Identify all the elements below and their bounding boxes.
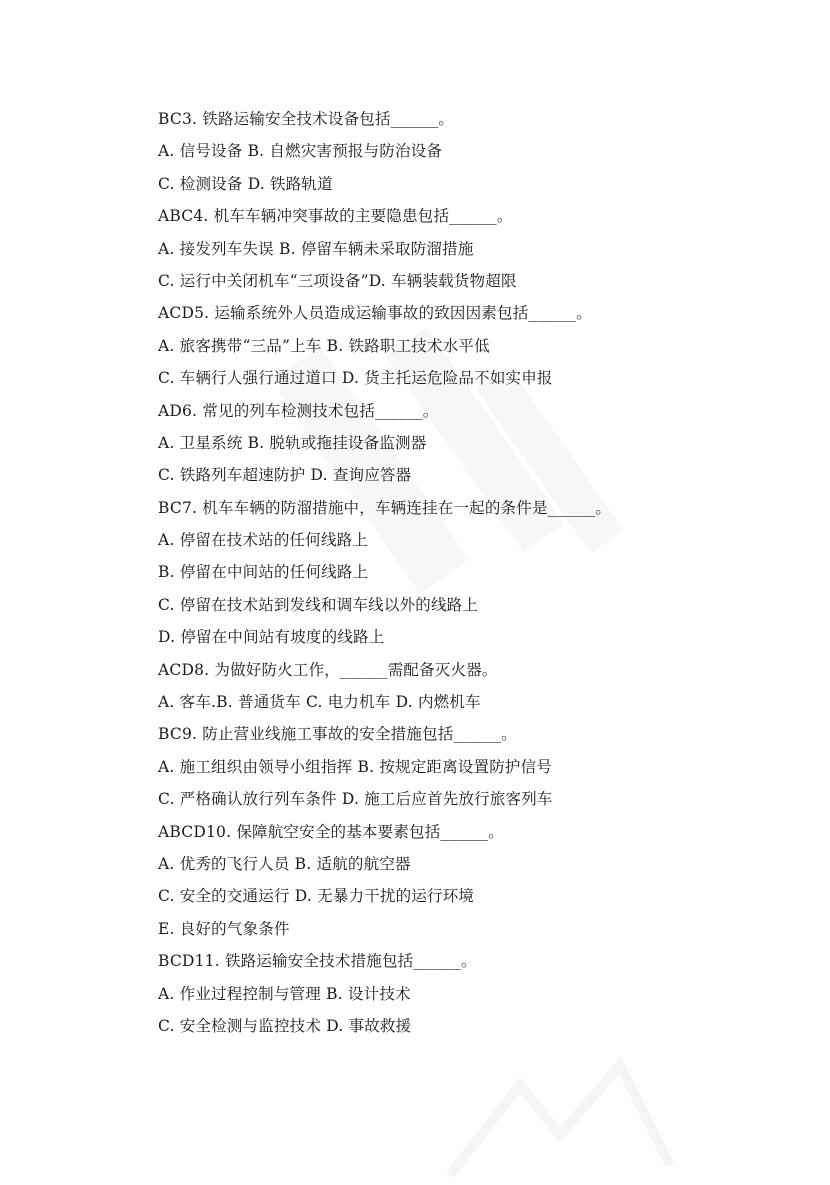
options-abcd10-ab: A. 优秀的飞行人员 B. 适航的航空器	[158, 854, 411, 873]
option-bc7-a: A. 停留在技术站的任何线路上	[158, 531, 369, 550]
options-bc9-cd: C. 严格确认放行列车条件 D. 施工后应首先放行旅客列车	[158, 790, 553, 809]
options-abc4-ab: A. 接发列车失误 B. 停留车辆未采取防溜措施	[158, 239, 474, 258]
options-bc3-cd: C. 检测设备 D. 铁路轨道	[158, 174, 333, 193]
options-bc9-ab: A. 施工组织由领导小组指挥 B. 按规定距离设置防护信号	[158, 757, 553, 776]
option-bc7-c: C. 停留在技术站到发线和调车线以外的线路上	[158, 595, 479, 614]
question-abcd10: ABCD10. 保障航空安全的基本要素包括______。	[158, 822, 504, 841]
question-bc3: BC3. 铁路运输安全技术设备包括______。	[158, 110, 455, 128]
option-abcd10-e: E. 良好的气象条件	[158, 919, 290, 938]
options-ad6-cd: C. 铁路列车超速防护 D. 查询应答器	[158, 466, 412, 485]
options-abcd10-cd: C. 安全的交通运行 D. 无暴力干扰的运行环境	[158, 887, 475, 906]
question-bcd11: BCD11. 铁路运输安全技术措施包括______。	[158, 952, 477, 971]
question-acd8: ACD8. 为做好防火工作，______需配备灭火器。	[158, 660, 498, 679]
question-acd5: ACD5. 运输系统外人员造成运输事故的致因因素包括______。	[158, 304, 592, 323]
options-abc4-cd: C. 运行中关闭机车“三项设备”D. 车辆装载货物超限	[158, 271, 517, 290]
options-acd8: A. 客车.B. 普通货车 C. 电力机车 D. 内燃机车	[158, 693, 481, 712]
watermark-stamp	[430, 1045, 690, 1185]
options-ad6-ab: A. 卫星系统 B. 脱轨或拖挂设备监测器	[158, 433, 427, 452]
question-abc4: ABC4. 机车车辆冲突事故的主要隐患包括______。	[158, 207, 513, 226]
options-bcd11-ab: A. 作业过程控制与管理 B. 设计技术	[158, 984, 411, 1003]
question-list	[158, 103, 778, 1042]
question-bc7: BC7. 机车车辆的防溜措施中，车辆连挂在一起的条件是______。	[158, 498, 612, 517]
options-acd5-ab: A. 旅客携带“三品”上车 B. 铁路职工技术水平低	[158, 336, 490, 355]
option-bc7-d: D. 停留在中间站有坡度的线路上	[158, 628, 385, 647]
question-bc9: BC9. 防止营业线施工事故的安全措施包括______。	[158, 725, 517, 744]
options-acd5-cd: C. 车辆行人强行通过道口 D. 货主托运危险品不如实申报	[158, 369, 553, 388]
question-ad6: AD6. 常见的列车检测技术包括______。	[158, 401, 439, 420]
option-bc7-b: B. 停留在中间站的任何线路上	[158, 563, 369, 582]
options-bc3-ab: A. 信号设备 B. 自燃灾害预报与防治设备	[158, 142, 443, 161]
options-bcd11-cd: C. 安全检测与监控技术 D. 事故救援	[158, 1016, 412, 1035]
